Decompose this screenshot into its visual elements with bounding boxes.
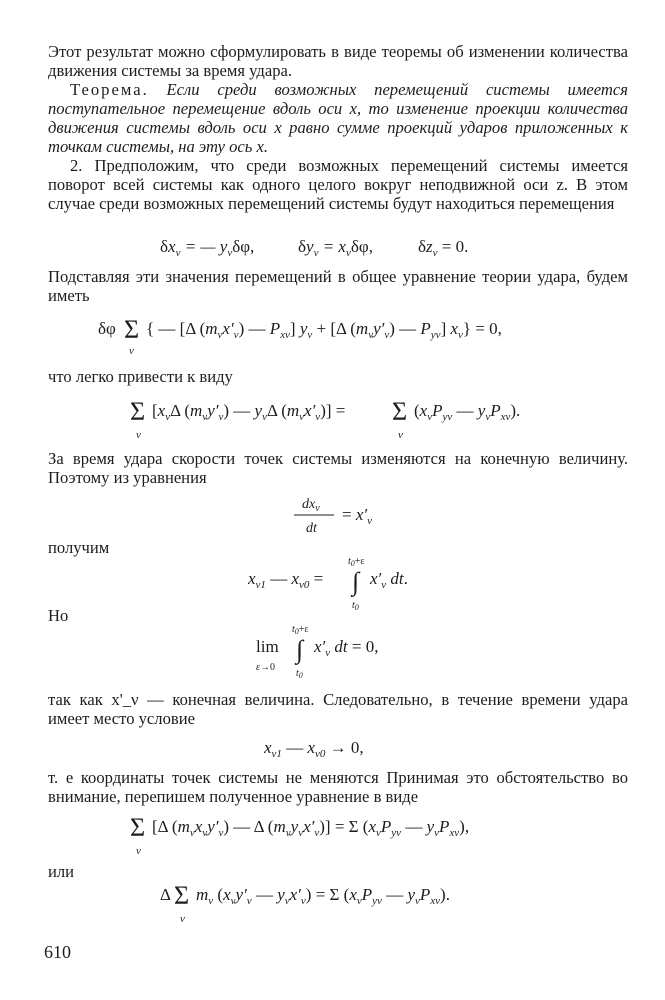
svg-text:dt: dt	[306, 521, 317, 536]
svg-text:dxν: $dx_\nu$	[302, 497, 320, 514]
svg-text:Δ: Δ	[160, 885, 171, 904]
theorem-paragraph	[48, 80, 628, 156]
equation-condition	[264, 733, 394, 761]
svg-text:t0: $t_0$	[296, 668, 303, 680]
svg-text:{ — [Δ (mνx′ν) — Pxν] yν + [Δ: { — [Δ $(m_\nu x'_\nu)$ — $P_{x\nu}$] $y_\nu + [\Delta$ $(m_\nu y'_\nu)$ — $P_{y\nu}$] $x_\nu\} = 0$,	[146, 319, 502, 341]
page-number: 610	[44, 942, 71, 962]
paragraph-substitution: Подставляя эти значения перемещений в общее уравнение теории удара, будем иметь	[48, 267, 628, 305]
theorem-label: Теорема.	[70, 80, 149, 99]
svg-text:ν: ν	[398, 429, 403, 441]
svg-text:Σ: Σ	[130, 397, 146, 426]
svg-text:δxν = — yνδφ,: $\delta x_\nu$ = — $y_\nu\delta\varphi$,	[160, 237, 255, 259]
svg-text:δφ: δφ	[98, 319, 116, 338]
equation-limit	[256, 618, 416, 682]
svg-text:x′ν dt.: $x'_\nu$ dt.	[370, 569, 408, 591]
svg-text:mν (xνy′ν — yνx′ν) = Σ (xνPyν: $m_\nu$ ($x_\nu y'_\nu$ — $y_\nu x'_\nu) = \Sigma$ ($x_\nu P_{y\nu}$ — $y_\nu P_{x\nu}$).	[196, 885, 450, 907]
equation-general-impact	[98, 308, 568, 356]
svg-text:t0+ε: $t_0+\varepsilon$	[292, 624, 309, 636]
equation-moment-form	[130, 392, 570, 442]
svg-text:ν: ν	[136, 429, 141, 441]
paragraph-coordinates: т. е координаты точек системы не меняются Принимая это обстоятельство во внимание, перепишем полученное уравнение в виде	[48, 768, 628, 806]
paragraph-or: или	[48, 862, 75, 881]
paragraph-obtain: получим	[48, 538, 110, 557]
svg-text:x′ν dt = 0,: $x'_\nu$ dt = 0,	[314, 637, 379, 659]
svg-text:(xνPyν — yνPxν).: ($x_\nu P_{y\nu}$ — $y_\nu P_{x\nu}$).	[414, 401, 521, 423]
svg-text:[xνΔ (mνy′ν) — yνΔ (mνx′ν)] =: [$x_\nu\Delta$ $(m_\nu y'_\nu)$ — $y_\nu\Delta$ $(m_\nu x'_\nu)$] =	[152, 401, 346, 423]
svg-text:xν1 — xν0 → 0,: $x_{\nu 1}$ — $x_{\nu 0} \to 0$,	[264, 738, 364, 760]
theorem-text: Если среди возможных перемещений системы имеется поступательное перемещение вдоль оси x, то изменение проекции количества движения системы вдоль оси x равно сумме проекций ударов приложенных к точкам системы, на эту ось x.	[48, 80, 628, 156]
svg-text:Σ: Σ	[392, 397, 408, 426]
paragraph-velocities: За время удара скорости точек системы изменяются на конечную величину. Поэтому из уравнения	[48, 449, 628, 487]
svg-text:Σ: Σ	[174, 881, 190, 910]
paragraph-reduce: что легко привести к виду	[48, 367, 233, 386]
svg-text:[Δ (mνxνy′ν) — Δ (mνyνx′ν)] =: [Δ $(m_\nu x_\nu y'_\nu)$ — Δ $(m_\nu y_\nu x'_\nu)] = \Sigma$ ($x_\nu P_{y\nu}$ — $y_\nu P_{x\nu}$),	[152, 817, 470, 839]
paragraph-intro: Этот результат можно сформулировать в виде теоремы об изменении количества движения системы за время удара.	[48, 42, 628, 80]
svg-text:= x′ν: = $x'_\nu$	[342, 505, 372, 527]
svg-text:t0+ε: $t_0+\varepsilon$	[348, 556, 365, 568]
equation-final	[160, 872, 560, 928]
svg-text:∫: ∫	[352, 567, 360, 596]
paragraph-finite: так как x'_ν — конечная величина. Следовательно, в течение времени удара имеет место условие	[48, 690, 628, 728]
svg-text:lim: lim	[256, 637, 279, 656]
equation-derivative	[290, 492, 400, 542]
svg-text:Σ: Σ	[124, 315, 140, 344]
svg-text:xν1 — xν0 =: $x_{\nu 1}$ — $x_{\nu 0}$ =	[248, 569, 324, 591]
svg-text:ν: ν	[136, 845, 141, 857]
svg-text:ν: ν	[180, 913, 185, 925]
paragraph-rotation: 2. Предположим, что среди возможных перемещений системы имеется поворот всей системы как одного целого вокруг неподвижной оси z. В этом случае среди возможных перемещений системы будут находиться перемещения	[48, 156, 628, 213]
paragraph-but: Но	[48, 606, 69, 625]
svg-text:δyν = xνδφ,: $\delta y_\nu = x_\nu\delta\varphi$,	[298, 237, 373, 259]
svg-text:δzν = 0.: $\delta z_\nu = 0$.	[418, 237, 469, 259]
svg-text:∫: ∫	[296, 635, 304, 664]
svg-text:ε→0: ε→0	[256, 662, 275, 673]
svg-text:t0: $t_0$	[352, 600, 359, 612]
svg-text:ν: ν	[129, 345, 134, 356]
equation-rewritten	[130, 808, 580, 858]
equation-virtual-displacements	[160, 232, 500, 260]
svg-text:Σ: Σ	[130, 813, 146, 842]
equation-integral	[248, 550, 438, 612]
